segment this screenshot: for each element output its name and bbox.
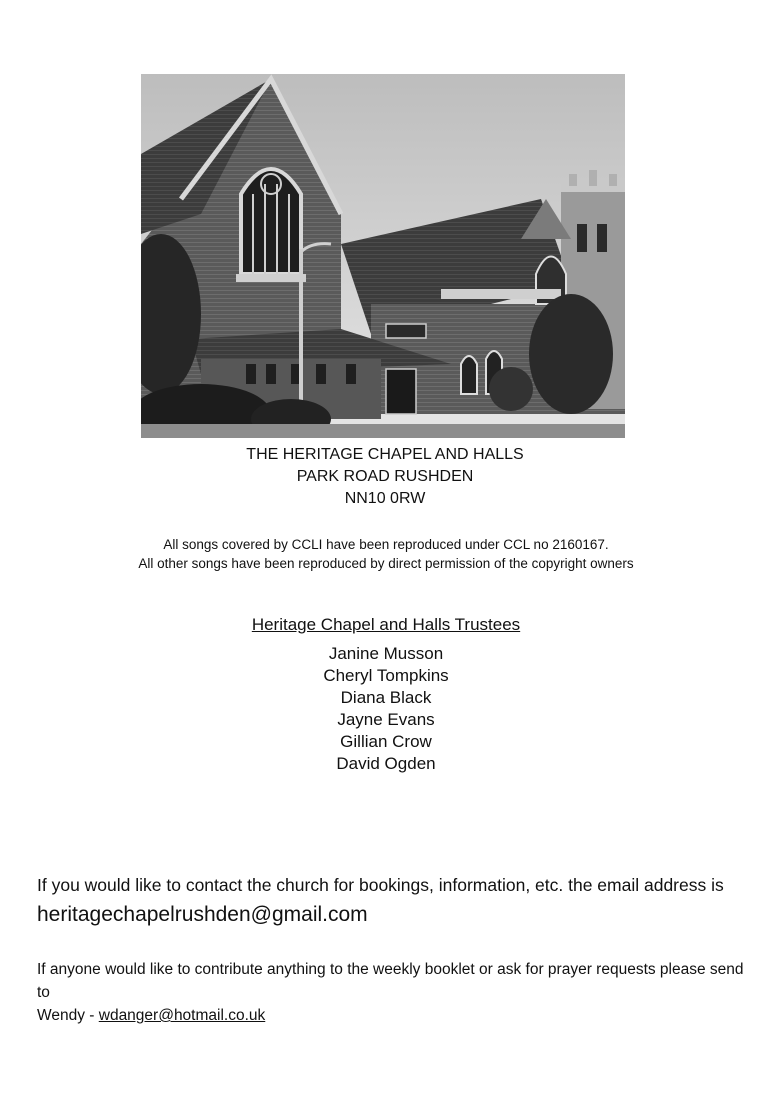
trustee-name: Jayne Evans — [337, 710, 435, 729]
address-block — [0, 444, 770, 510]
trustees-list — [0, 643, 772, 775]
booklet-contact-line — [37, 1004, 757, 1027]
copyright-notice — [0, 535, 772, 573]
ccli-notice: All songs covered by CCLI have been reproduced under CCL no 2160167. — [163, 537, 609, 552]
booklet-text: If anyone would like to contribute anything to the weekly booklet or ask for prayer requests please send to — [37, 961, 744, 1001]
wendy-email-link[interactable]: wdanger@hotmail.co.uk — [98, 1007, 266, 1024]
contact-text: If you would like to contact the church for bookings, information, etc. the email address is — [37, 875, 724, 895]
trustees-section — [0, 613, 772, 775]
trustee-name: Cheryl Tompkins — [323, 666, 449, 685]
church-photo-illustration — [141, 74, 625, 438]
trustee-name: Diana Black — [340, 688, 432, 707]
trustee-name: Janine Musson — [328, 644, 444, 663]
permission-notice: All other songs have been reproduced by direct permission of the copyright owners — [138, 556, 634, 571]
booklet-paragraph — [37, 958, 757, 1027]
trustee-name: David Ogden — [336, 754, 436, 773]
trustees-heading: Heritage Chapel and Halls Trustees — [251, 615, 521, 634]
contact-paragraph — [37, 870, 757, 930]
church-name: THE HERITAGE CHAPEL AND HALLS — [246, 446, 524, 463]
street-address: PARK ROAD RUSHDEN — [296, 468, 474, 485]
trustee-name: Gillian Crow — [340, 732, 432, 751]
church-photo — [141, 74, 625, 438]
church-email[interactable]: heritagechapelrushden@gmail.com — [37, 903, 368, 926]
contact-name: Wendy - — [37, 1007, 95, 1024]
postcode: NN10 0RW — [344, 490, 426, 507]
